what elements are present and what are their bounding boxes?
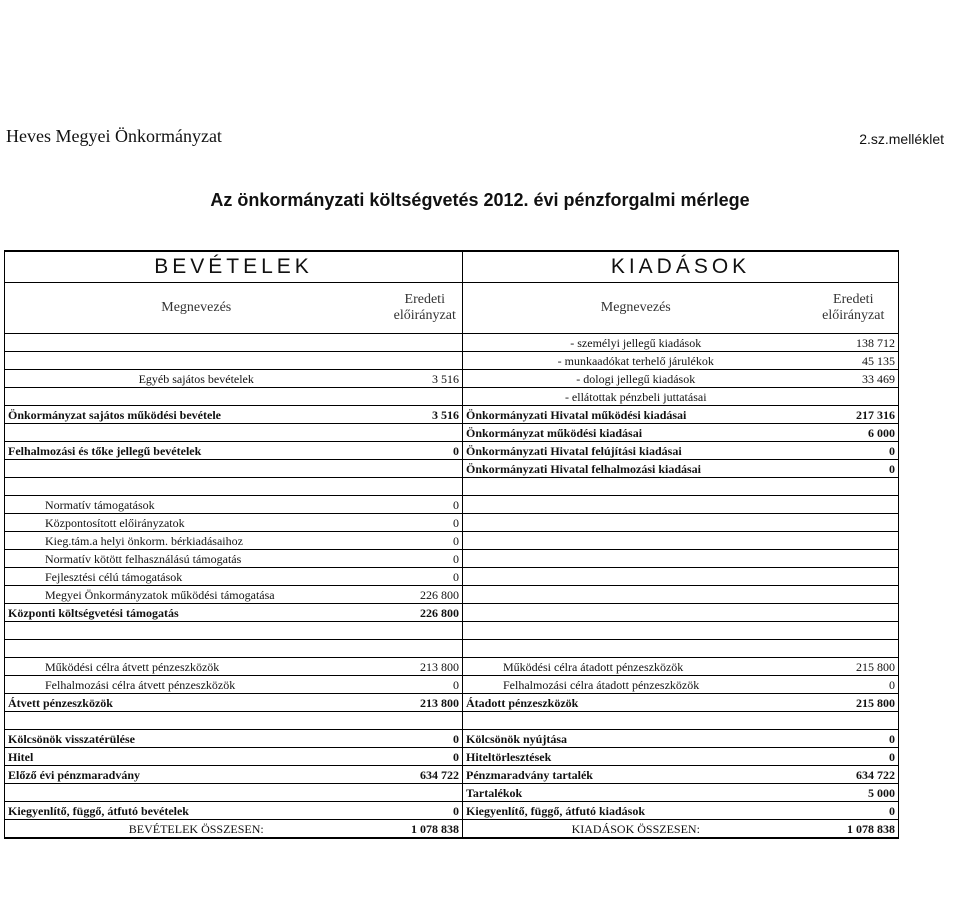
income-item-label: Előző évi pénzmaradvány [5, 766, 388, 784]
expense-item-amount: 138 712 [809, 334, 899, 352]
expense-total-label: KIADÁSOK ÖSSZESEN: [463, 820, 809, 839]
income-item-label [5, 640, 388, 658]
expense-item-label: Átadott pénzeszközök [463, 694, 809, 712]
expense-amount-header [809, 283, 899, 334]
income-item-label: Felhalmozási és tőke jellegű bevételek [5, 442, 388, 460]
income-item-amount: 213 800 [388, 658, 463, 676]
expense-item-amount: 0 [809, 442, 899, 460]
expense-item-amount: 0 [809, 802, 899, 820]
expense-item-label: Kölcsönök nyújtása [463, 730, 809, 748]
expense-item-label: - dologi jellegű kiadások [463, 370, 809, 388]
expense-item-amount: 45 135 [809, 352, 899, 370]
income-item-label: Normatív támogatások [5, 496, 388, 514]
income-item-label [5, 784, 388, 802]
expense-item-label: Pénzmaradvány tartalék [463, 766, 809, 784]
expense-item-amount: 0 [809, 676, 899, 694]
table-row [5, 496, 899, 514]
table-row [5, 658, 899, 676]
income-item-amount: 213 800 [388, 694, 463, 712]
income-total-label: BEVÉTELEK ÖSSZESEN: [5, 820, 388, 839]
income-item-amount [388, 424, 463, 442]
table-row [5, 586, 899, 604]
income-item-label [5, 622, 388, 640]
income-item-label [5, 460, 388, 478]
income-item-label: Kölcsönök visszatérülése [5, 730, 388, 748]
income-item-amount: 0 [388, 730, 463, 748]
income-item-amount: 0 [388, 532, 463, 550]
amount-header-line1: Eredeti [404, 292, 445, 307]
income-item-amount: 0 [388, 514, 463, 532]
income-item-label: Önkormányzat sajátos működési bevétele [5, 406, 388, 424]
table-row [5, 622, 899, 640]
amount-header-line2: előirányzat [822, 308, 885, 323]
income-item-amount [388, 640, 463, 658]
income-item-amount [388, 352, 463, 370]
table-row [5, 802, 899, 820]
table-row [5, 676, 899, 694]
table-row [5, 532, 899, 550]
income-item-label: Központi költségvetési támogatás [5, 604, 388, 622]
expense-item-amount [809, 478, 899, 496]
income-item-amount [388, 460, 463, 478]
institution-name: Heves Megyei Önkormányzat [6, 126, 222, 146]
amount-header-line1: Eredeti [833, 292, 874, 307]
expense-item-label: Önkormányzati Hivatal felújítási kiadásai [463, 442, 809, 460]
table-row [5, 784, 899, 802]
expense-item-label: Felhalmozási célra átadott pénzeszközök [463, 676, 809, 694]
income-item-label: Egyéb sajátos bevételek [5, 370, 388, 388]
amount-header-line2: előirányzat [393, 308, 456, 323]
expense-item-label [463, 640, 809, 658]
expense-total-amount: 1 078 838 [809, 820, 899, 839]
expense-item-label: - személyi jellegű kiadások [463, 334, 809, 352]
expense-item-label [463, 478, 809, 496]
expense-item-amount: 0 [809, 460, 899, 478]
income-item-label: Működési célra átvett pénzeszközök [5, 658, 388, 676]
table-row [5, 514, 899, 532]
income-item-label: Megyei Önkormányzatok működési támogatása [5, 586, 388, 604]
expense-item-amount: 33 469 [809, 370, 899, 388]
income-item-label [5, 388, 388, 406]
income-item-label [5, 424, 388, 442]
income-item-label: Normatív kötött felhasználású támogatás [5, 550, 388, 568]
income-item-amount [388, 712, 463, 730]
expense-item-label: Önkormányzat működési kiadásai [463, 424, 809, 442]
income-item-label [5, 712, 388, 730]
income-item-amount: 0 [388, 550, 463, 568]
expense-item-amount [809, 604, 899, 622]
income-item-amount [388, 388, 463, 406]
expense-item-label [463, 568, 809, 586]
table-row [5, 712, 899, 730]
expense-item-label [463, 604, 809, 622]
table-row [5, 604, 899, 622]
expense-item-amount: 215 800 [809, 658, 899, 676]
expense-item-amount: 215 800 [809, 694, 899, 712]
expense-item-amount: 0 [809, 730, 899, 748]
expense-item-label [463, 622, 809, 640]
income-item-label [5, 334, 388, 352]
expense-item-amount: 6 000 [809, 424, 899, 442]
income-item-label [5, 352, 388, 370]
income-item-amount: 3 516 [388, 370, 463, 388]
table-row [5, 442, 899, 460]
expense-item-label [463, 532, 809, 550]
table-row [5, 388, 899, 406]
totals-row [5, 820, 899, 839]
income-amount-header [388, 283, 463, 334]
column-header-row [5, 283, 899, 334]
document-title: Az önkormányzati költségvetés 2012. évi pénzforgalmi mérlege [210, 190, 750, 210]
expense-item-label [463, 586, 809, 604]
income-item-amount: 0 [388, 802, 463, 820]
income-item-amount: 226 800 [388, 586, 463, 604]
expense-item-label [463, 550, 809, 568]
expense-item-label: Kiegyenlítő, függő, átfutó kiadások [463, 802, 809, 820]
income-item-amount: 0 [388, 748, 463, 766]
income-item-amount [388, 622, 463, 640]
expense-item-label [463, 712, 809, 730]
income-name-header: Megnevezés [5, 283, 388, 334]
expense-item-amount [809, 622, 899, 640]
income-item-amount [388, 334, 463, 352]
table-row [5, 334, 899, 352]
expense-item-amount [809, 550, 899, 568]
annex-label: 2.sz.melléklet [859, 131, 944, 147]
table-row [5, 640, 899, 658]
income-item-amount [388, 784, 463, 802]
expense-item-label: Működési célra átadott pénzeszközök [463, 658, 809, 676]
income-item-amount: 3 516 [388, 406, 463, 424]
income-item-amount: 634 722 [388, 766, 463, 784]
income-item-label [5, 478, 388, 496]
table-row [5, 370, 899, 388]
expense-item-amount: 634 722 [809, 766, 899, 784]
income-item-label: Átvett pénzeszközök [5, 694, 388, 712]
balance-table [4, 250, 899, 839]
income-item-label: Felhalmozási célra átvett pénzeszközök [5, 676, 388, 694]
table-row [5, 748, 899, 766]
expense-item-label [463, 514, 809, 532]
expense-item-label: Hiteltörlesztések [463, 748, 809, 766]
table-row [5, 568, 899, 586]
expense-item-amount [809, 496, 899, 514]
expense-item-amount [809, 532, 899, 550]
expense-item-label: Tartalékok [463, 784, 809, 802]
section-header-row [5, 251, 899, 283]
income-item-amount: 0 [388, 568, 463, 586]
expense-item-label: - ellátottak pénzbeli juttatásai [463, 388, 809, 406]
expense-section-title: KIADÁSOK [463, 251, 899, 283]
expense-item-amount: 0 [809, 748, 899, 766]
expense-item-amount [809, 586, 899, 604]
income-item-label: Hitel [5, 748, 388, 766]
expense-item-amount: 217 316 [809, 406, 899, 424]
table-row [5, 550, 899, 568]
income-item-label: Kieg.tám.a helyi önkorm. bérkiadásaihoz [5, 532, 388, 550]
expense-item-amount [809, 640, 899, 658]
table-row [5, 730, 899, 748]
income-total-amount: 1 078 838 [388, 820, 463, 839]
income-item-label: Központosított előirányzatok [5, 514, 388, 532]
expense-name-header: Megnevezés [463, 283, 809, 334]
expense-item-label: Önkormányzati Hivatal felhalmozási kiadásai [463, 460, 809, 478]
income-item-label: Fejlesztési célú támogatások [5, 568, 388, 586]
table-row [5, 694, 899, 712]
income-item-amount: 0 [388, 442, 463, 460]
expense-item-label: - munkaadókat terhelő járulékok [463, 352, 809, 370]
income-item-amount [388, 478, 463, 496]
expense-item-amount [809, 388, 899, 406]
expense-item-amount [809, 712, 899, 730]
table-row [5, 352, 899, 370]
table-row [5, 406, 899, 424]
expense-item-amount [809, 514, 899, 532]
table-row [5, 478, 899, 496]
table-row [5, 460, 899, 478]
expense-item-amount: 5 000 [809, 784, 899, 802]
income-item-label: Kiegyenlítő, függő, átfutó bevételek [5, 802, 388, 820]
income-item-amount: 0 [388, 676, 463, 694]
income-section-title: BEVÉTELEK [5, 251, 463, 283]
expense-item-label: Önkormányzati Hivatal működési kiadásai [463, 406, 809, 424]
expense-item-amount [809, 568, 899, 586]
income-item-amount: 0 [388, 496, 463, 514]
table-row [5, 766, 899, 784]
expense-item-label [463, 496, 809, 514]
table-row [5, 424, 899, 442]
income-item-amount: 226 800 [388, 604, 463, 622]
